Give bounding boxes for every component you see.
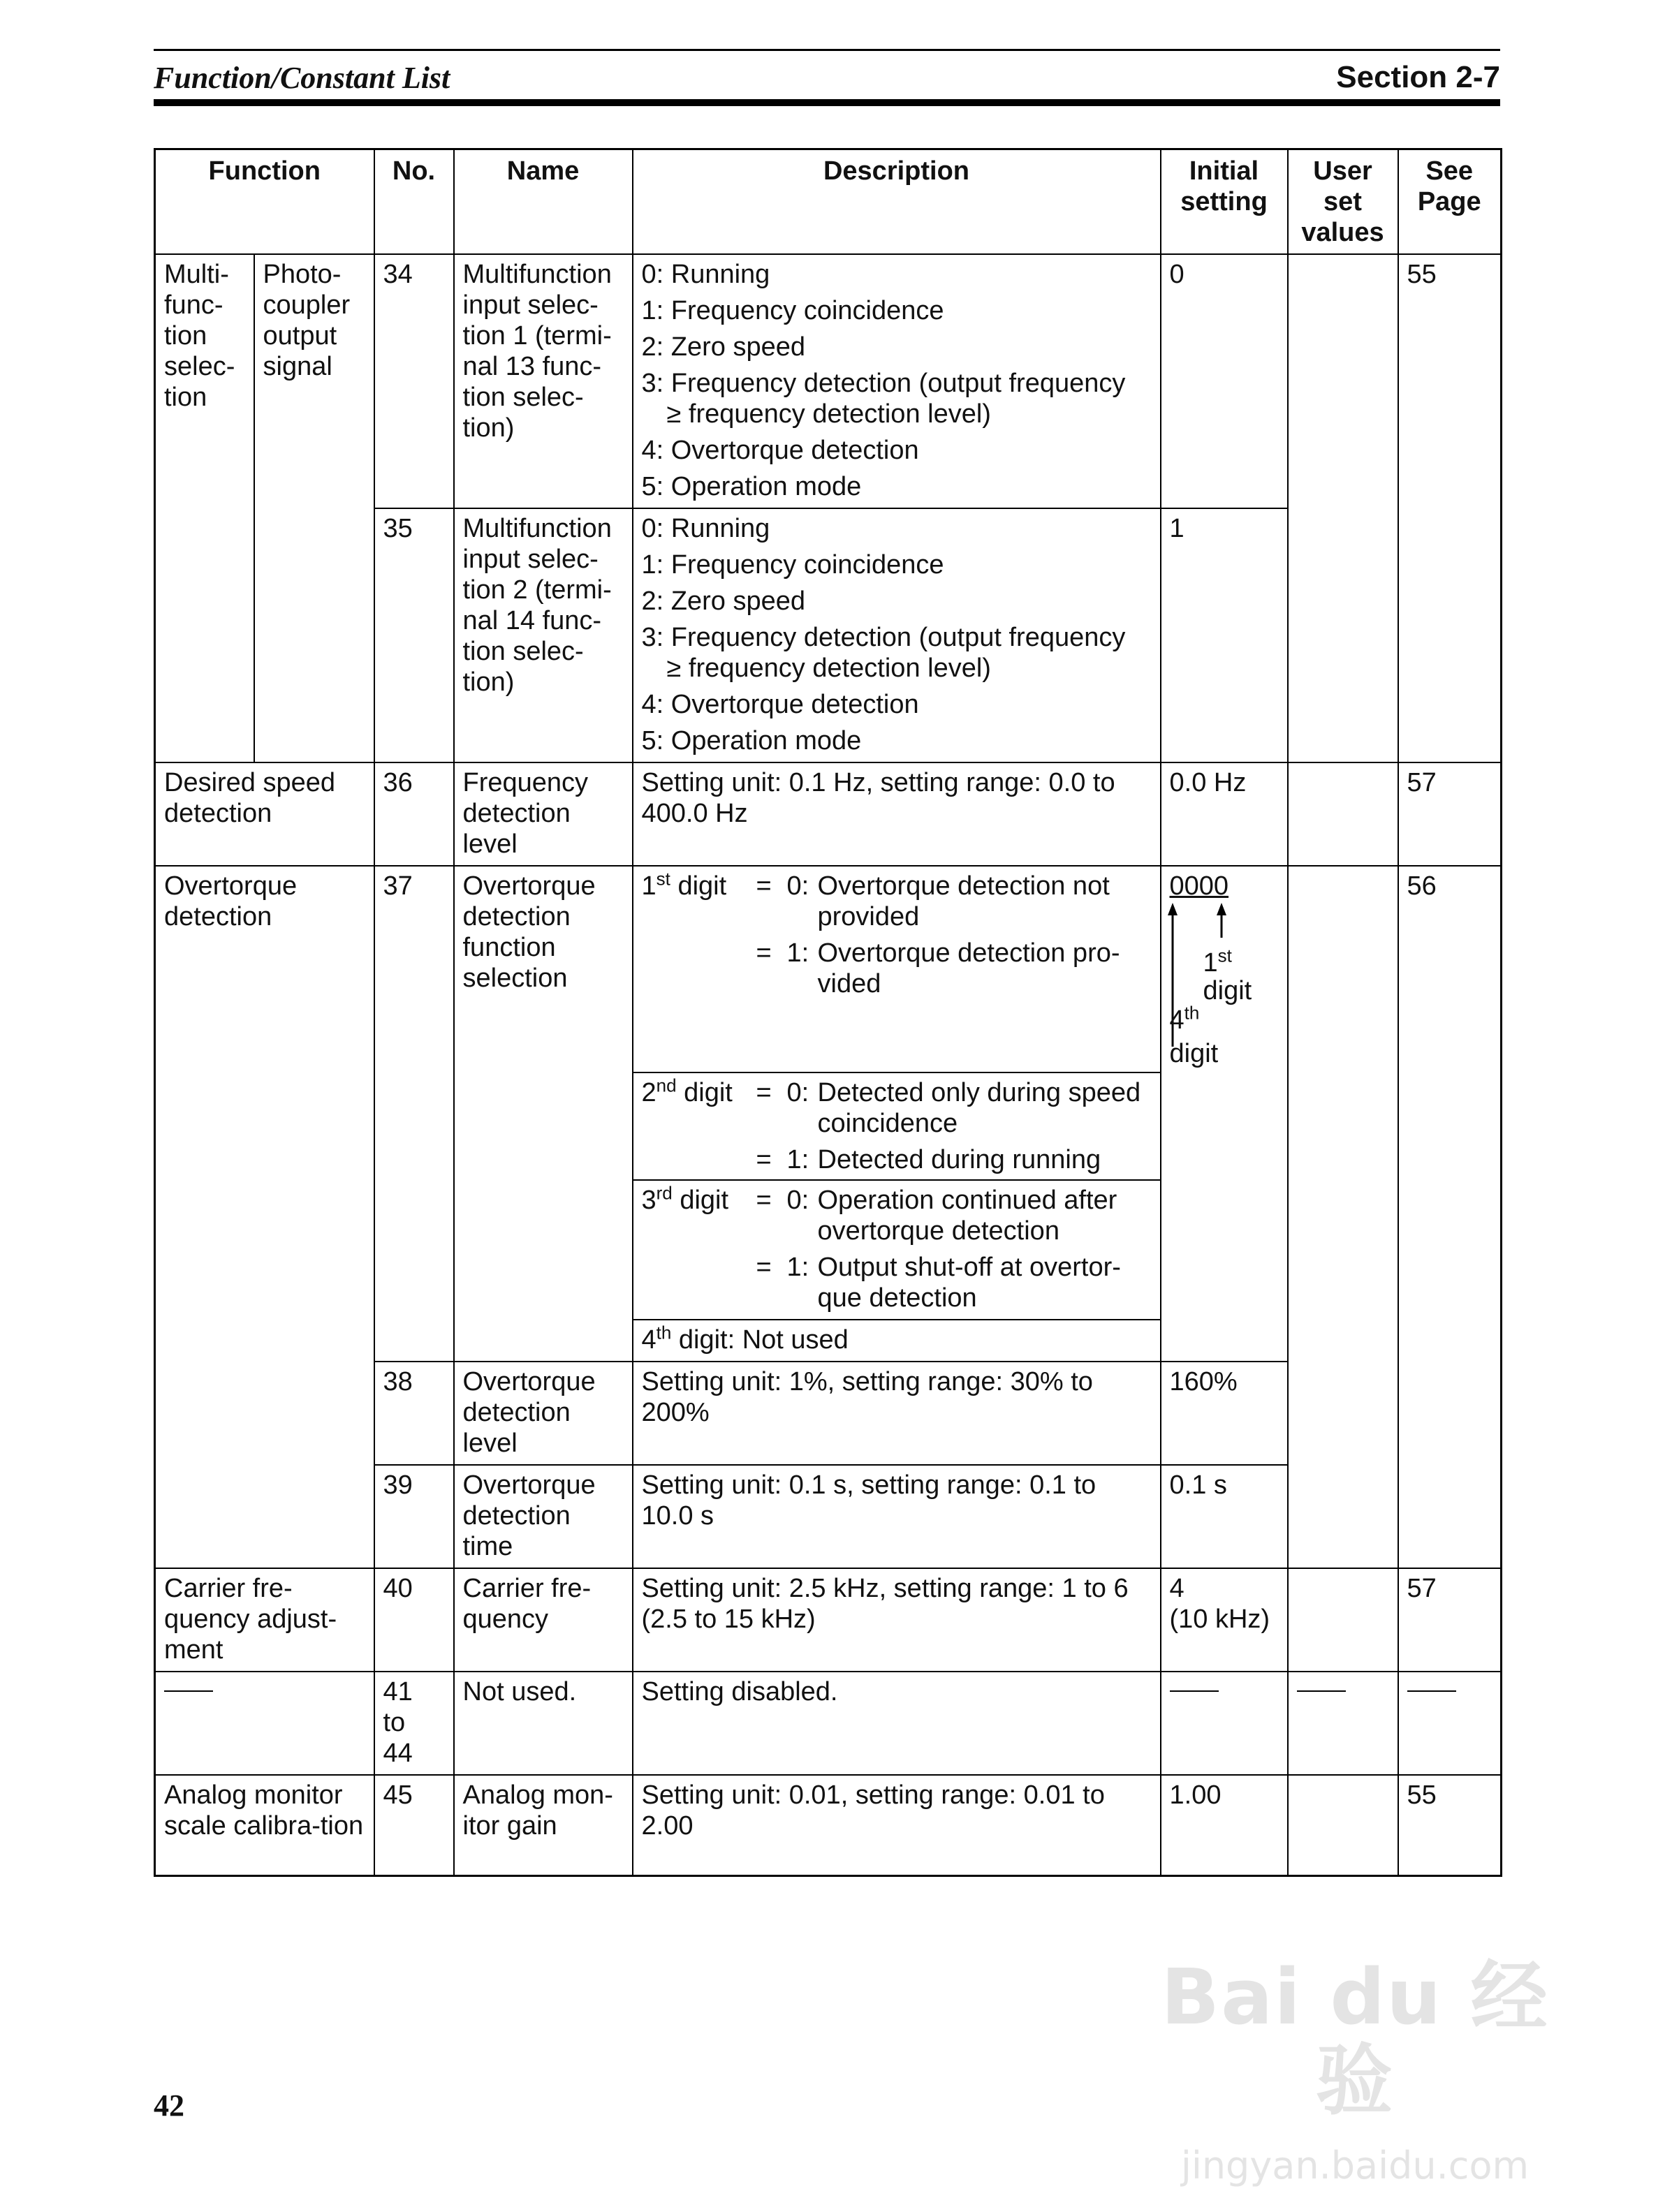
digit-1-section: 1st digit = 0: Overtorque detection not provided = 1: Overtorque detection pro-vided — [633, 867, 1160, 1073]
col-description: Description — [633, 149, 1161, 255]
row-no: 34 — [374, 254, 454, 508]
option: 4: Overtorque detection — [641, 436, 919, 465]
option: 5: Operation mode — [641, 472, 862, 501]
row-name: Analog mon-itor gain — [454, 1775, 633, 1875]
function-photocoupler-output: Photo-coupler output signal — [254, 254, 374, 762]
option: 1: Frequency coincidence — [641, 550, 944, 580]
col-initial-setting: Initial setting — [1161, 149, 1288, 255]
row-page: 57 — [1398, 1568, 1502, 1672]
watermark-url: jingyan.baidu.com — [1180, 2144, 1530, 2188]
row-no: 41 to 44 — [374, 1672, 454, 1775]
table-row-34 — [155, 254, 1502, 508]
row-description: Setting unit: 0.1 s, setting range: 0.1 to 10.0 s — [633, 1465, 1161, 1568]
row-initial: 1 — [1161, 508, 1288, 762]
option: 2: Zero speed — [641, 587, 805, 616]
table-row-40 — [155, 1568, 1502, 1672]
row-initial: 0 — [1161, 254, 1288, 508]
row-description — [633, 254, 1161, 508]
section-title: Function/Constant List — [154, 61, 450, 95]
row-name: Carrier fre-quency — [454, 1568, 633, 1672]
row-initial: 1.00 — [1161, 1775, 1288, 1875]
row-user-value — [1288, 1568, 1398, 1672]
row-user-value — [1288, 866, 1398, 1568]
row-no: 37 — [374, 866, 454, 1362]
arrow-1st-digit-head — [1217, 903, 1226, 915]
row-description: Setting disabled. — [633, 1672, 1161, 1775]
col-name: Name — [454, 149, 633, 255]
row-no: 45 — [374, 1775, 454, 1875]
row-initial: 0.0 Hz — [1161, 762, 1288, 866]
row-no: 38 — [374, 1362, 454, 1465]
option: 0: Running — [641, 260, 770, 289]
row-page: 57 — [1398, 762, 1502, 866]
option: 3: Frequency detection (output frequency — [641, 623, 1126, 652]
row-name: Not used. — [454, 1672, 633, 1775]
row-initial-digits — [1161, 866, 1288, 1362]
row-no: 36 — [374, 762, 454, 866]
function-desired-speed: Desired speed detection — [155, 762, 374, 866]
row-name: Overtorque detection function selection — [454, 866, 633, 1362]
option: 4: Overtorque detection — [641, 690, 919, 719]
row-page: 55 — [1398, 254, 1502, 762]
row-page-dash — [1398, 1672, 1502, 1775]
digit-3-section: 3rd digit = 0: Operation continued after overtorque detection = 1: Output shut-off at overtor-que detection — [633, 1181, 1160, 1320]
row-user-value — [1288, 254, 1398, 762]
row-no: 39 — [374, 1465, 454, 1568]
col-see-page: See Page — [1398, 149, 1502, 255]
row-description — [633, 866, 1161, 1362]
row-page: 55 — [1398, 1775, 1502, 1875]
header-bottom-rule — [154, 99, 1500, 106]
row-initial: 0.1 s — [1161, 1465, 1288, 1568]
col-user-set-values: User set values — [1288, 149, 1398, 255]
col-function: Function — [155, 149, 374, 255]
function-multifunction-selection: Multi-func-tion selec-tion — [155, 254, 254, 762]
function-constant-table — [154, 148, 1502, 1877]
table-row-45 — [155, 1775, 1502, 1875]
digit-4-section: 4th digit: Not used — [641, 1322, 849, 1355]
table-row-36 — [155, 762, 1502, 866]
row-user-value-dash — [1288, 1672, 1398, 1775]
option: 5: Operation mode — [641, 726, 862, 755]
page-number: 42 — [154, 2088, 184, 2123]
option: 0: Running — [641, 514, 770, 543]
baidu-watermark — [1159, 1952, 1550, 2188]
option: 2: Zero speed — [641, 332, 805, 362]
table-row-37 — [155, 866, 1502, 1362]
row-description — [633, 508, 1161, 762]
row-initial: 160% — [1161, 1362, 1288, 1465]
row-name: Multifunction input selec-tion 1 (termi-nal 13 func-tion selec-tion) — [454, 254, 633, 508]
option: 3: Frequency detection (output frequency — [641, 369, 1126, 398]
row-initial: 4 (10 kHz) — [1161, 1568, 1288, 1672]
option-continuation: ≥ frequency detection level) — [666, 399, 991, 429]
row-description: Setting unit: 0.01, setting range: 0.01 to 2.00 — [633, 1775, 1161, 1875]
row-name: Overtorque detection time — [454, 1465, 633, 1568]
first-digit-label: 1st digit — [1203, 945, 1252, 1005]
row-name: Overtorque detection level — [454, 1362, 633, 1465]
function-dash — [155, 1672, 374, 1775]
table-row-41-44 — [155, 1672, 1502, 1775]
row-name: Multifunction input selec-tion 2 (termi-nal 14 func-tion selec-tion) — [454, 508, 633, 762]
header-top-rule — [154, 49, 1500, 51]
watermark-logo: Bai du 经验 — [1161, 1952, 1549, 2125]
function-carrier-frequency: Carrier fre-quency adjust-ment — [155, 1568, 374, 1672]
initial-value: 0000 — [1169, 871, 1229, 901]
row-user-value — [1288, 1775, 1398, 1875]
table-header-row — [155, 149, 1502, 255]
digit-2-section: 2nd digit = 0: Detected only during speed coincidence = 1: Detected during running — [633, 1073, 1160, 1181]
section-number: Section 2-7 — [1336, 60, 1500, 94]
fourth-digit-label: 4th digit — [1169, 1002, 1219, 1068]
arrow-4th-digit-head — [1168, 903, 1178, 915]
row-no: 35 — [374, 508, 454, 762]
option: 1: Frequency coincidence — [641, 296, 944, 325]
row-page: 56 — [1398, 866, 1502, 1568]
row-description: Setting unit: 0.1 Hz, setting range: 0.0 to 400.0 Hz — [633, 762, 1161, 866]
option-continuation: ≥ frequency detection level) — [666, 654, 991, 683]
function-overtorque-detection: Overtorque detection — [155, 866, 374, 1568]
row-description: Setting unit: 2.5 kHz, setting range: 1 to 6 (2.5 to 15 kHz) — [633, 1568, 1161, 1672]
col-no: No. — [374, 149, 454, 255]
function-analog-monitor: Analog monitor scale calibra-tion — [155, 1775, 374, 1875]
row-no: 40 — [374, 1568, 454, 1672]
row-user-value — [1288, 762, 1398, 866]
row-name: Frequency detection level — [454, 762, 633, 866]
row-initial-dash — [1161, 1672, 1288, 1775]
row-description: Setting unit: 1%, setting range: 30% to 200% — [633, 1362, 1161, 1465]
